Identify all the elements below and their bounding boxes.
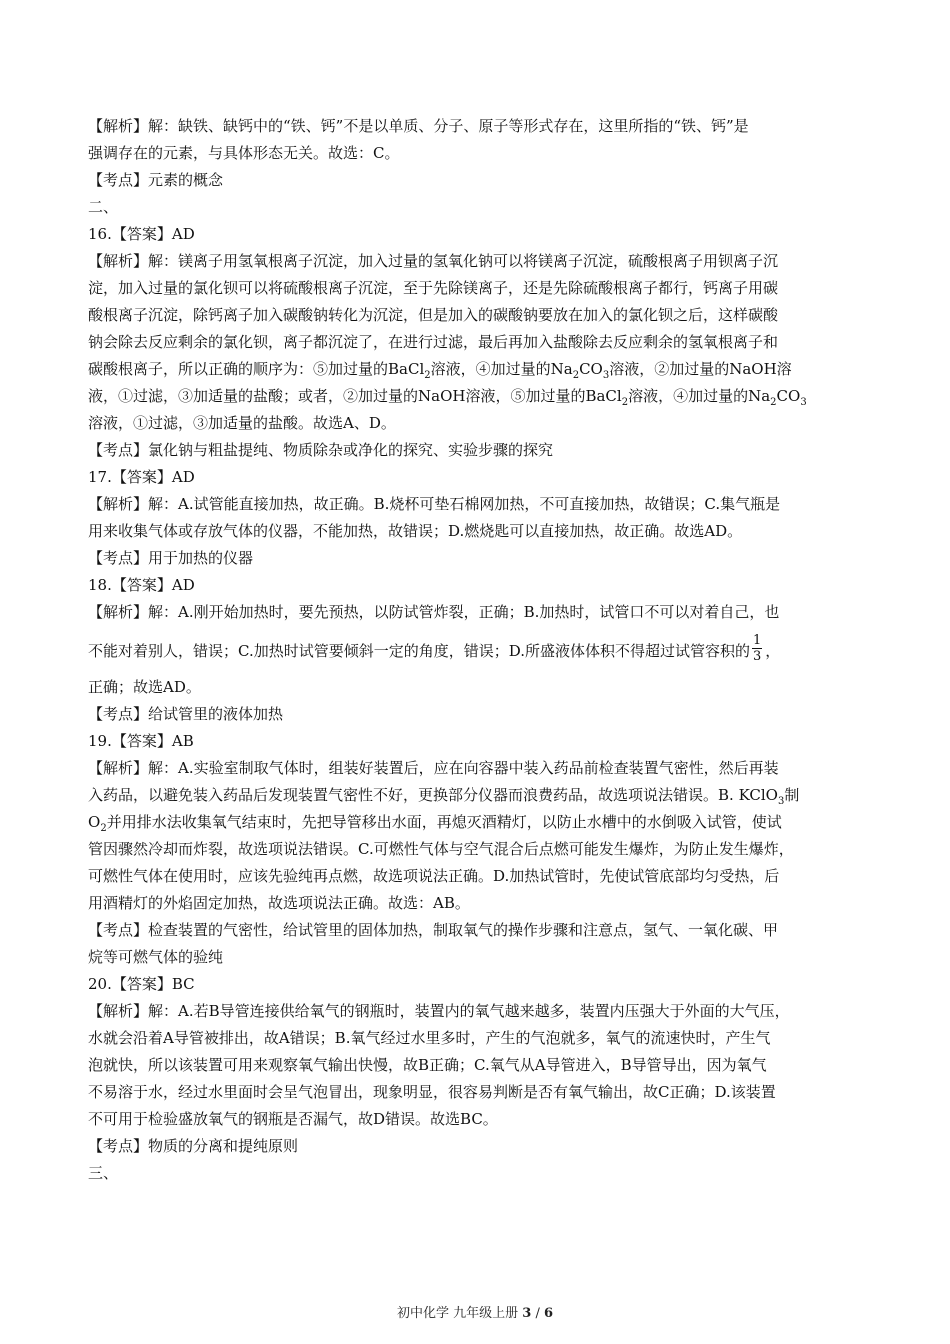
section-heading: 三、 bbox=[88, 1164, 119, 1182]
answer-heading: 18.【答案】AD bbox=[88, 576, 195, 594]
text-line: 用来收集气体或存放气体的仪器，不能加热，故错误；D.燃烧匙可以直接加热，故正确。故选AD。 bbox=[88, 522, 743, 540]
text-span: O bbox=[88, 813, 101, 831]
text-span: 并用排水法收集氧气结束时，先把导管移出水面，再熄灭酒精灯，以防止水槽中的水倒吸入试管，使试 bbox=[106, 813, 782, 831]
text-line: 溶液，①过滤，③加适量的盐酸。故选A、D。 bbox=[88, 414, 396, 432]
text-line: 【解析】解：A.若B导管连接供给氧气的钢瓶时，装置内的氧气越来越多，装置内压强大于外面的大气压， bbox=[88, 1002, 790, 1020]
subscript: 3 bbox=[602, 370, 610, 381]
text-line: 【解析】解：镁离子用氢氧根离子沉淀，加入过量的氢氧化钠可以将镁离子沉淀，硫酸根离子用钡离子沉 bbox=[88, 252, 779, 270]
text-span: CO bbox=[579, 360, 603, 378]
footer-page-number: 3 bbox=[522, 1306, 532, 1321]
text-line: 【考点】用于加热的仪器 bbox=[88, 549, 254, 567]
text-span: 液，①过滤，③加适量的盐酸；或者，②加过量的NaOH溶液，⑤加过量的BaCl bbox=[88, 387, 622, 405]
text-line: 可燃性气体在使用时，应该先验纯再点燃，故选项说法正确。D.加热试管时，先使试管底部均匀受热，后 bbox=[88, 867, 780, 885]
answer-heading: 17.【答案】AD bbox=[88, 468, 195, 486]
text-line bbox=[88, 626, 866, 674]
text-span: 制 bbox=[784, 786, 800, 804]
text-line: 【考点】物质的分离和提纯原则 bbox=[88, 1137, 299, 1155]
text-span: 溶液，②加过量的NaOH溶 bbox=[609, 360, 792, 378]
text-span: 溶液，④加过量的Na bbox=[430, 360, 573, 378]
text-line: 【解析】解：A.实验室制取气体时，组装好装置后，应在向容器中装入药品前检查装置气密性，然后再装 bbox=[88, 759, 779, 777]
text-line: 正确；故选AD。 bbox=[88, 678, 201, 696]
text-line: 烷等可燃气体的验纯 bbox=[88, 948, 224, 966]
text-line bbox=[88, 356, 866, 383]
text-line bbox=[88, 782, 866, 809]
page-footer bbox=[0, 1302, 950, 1321]
section-heading: 二、 bbox=[88, 198, 119, 216]
text-line: 泡就快，所以该装置可用来观察氧气输出快慢，故B正确；C.氧气从A导管进入，B导管导出，因为氧气 bbox=[88, 1056, 767, 1074]
subscript: 2 bbox=[621, 397, 629, 408]
text-span: 溶液，④加过量的Na bbox=[628, 387, 771, 405]
footer-separator: / bbox=[531, 1306, 544, 1321]
text-line bbox=[88, 383, 866, 410]
answer-heading: 16.【答案】AD bbox=[88, 225, 195, 243]
text-line: 【解析】解：缺铁、缺钙中的“铁、钙”不是以单质、分子、原子等形式存在，这里所指的“铁、钙”是 bbox=[88, 117, 749, 135]
text-line: 水就会沿着A导管被排出，故A错误；B.氧气经过水里多时，产生的气泡就多，氧气的流速快时，产生气 bbox=[88, 1029, 771, 1047]
subscript: 3 bbox=[800, 397, 807, 408]
text-line: 【解析】解：A.刚开始加热时，要先预热，以防试管炸裂，正确；B.加热时，试管口不可以对着自己，也 bbox=[88, 603, 780, 621]
text-line: 淀，加入过量的氯化钡可以将硫酸根离子沉淀，至于先除镁离子，还是先除硫酸根离子都行，钙离子用碳 bbox=[88, 279, 779, 297]
text-span: CO bbox=[776, 387, 801, 405]
answer-heading: 20.【答案】BC bbox=[88, 975, 195, 993]
text-line: 用酒精灯的外焰固定加热，故选项说法正确。故选：AB。 bbox=[88, 894, 470, 912]
subscript: 2 bbox=[770, 397, 777, 408]
text-line: 【考点】氯化钠与粗盐提纯、物质除杂或净化的探究、实验步骤的探究 bbox=[88, 441, 554, 459]
text-line: 【考点】给试管里的液体加热 bbox=[88, 705, 284, 723]
text-line: 不可用于检验盛放氧气的钢瓶是否漏气，故D错误。故选BC。 bbox=[88, 1110, 498, 1128]
answer-page bbox=[88, 113, 866, 1187]
footer-page-total: 6 bbox=[543, 1306, 554, 1321]
text-line bbox=[88, 809, 866, 836]
text-span: 入药品，以避免装入药品后发现装置气密性不好，更换部分仪器而浪费药品，故选项说法错误。B. KClO bbox=[88, 786, 778, 804]
text-line: 【考点】检查装置的气密性，给试管里的固体加热，制取氧气的操作步骤和注意点，氢气、一氧化碳、甲 bbox=[88, 921, 779, 939]
text-line: 强调存在的元素，与具体形态无关。故选：C。 bbox=[88, 144, 400, 162]
text-line: 管因骤然冷却而炸裂，故选项说法错误。C.可燃性气体与空气混合后点燃可能发生爆炸，为防止发生爆炸， bbox=[88, 840, 794, 858]
text-span: ， bbox=[765, 642, 781, 660]
subscript: 2 bbox=[100, 823, 107, 834]
subscript: 2 bbox=[572, 370, 580, 381]
text-span: 不能对着别人，错误；C.加热时试管要倾斜一定的角度，错误；D.所盛液体体积不得超过试管容积的 bbox=[88, 642, 750, 660]
subscript: 3 bbox=[777, 796, 785, 807]
text-line: 钠会除去反应剩余的氯化钡，离子都沉淀了，在进行过滤，最后再加入盐酸除去反应剩余的氢氧根离子和 bbox=[88, 333, 779, 351]
text-line: 不易溶于水，经过水里面时会呈气泡冒出，现象明显，很容易判断是否有氧气输出，故C正确；D.该装置 bbox=[88, 1083, 776, 1101]
footer-course: 初中化学 九年级上册 bbox=[396, 1306, 519, 1321]
answer-heading: 19.【答案】AB bbox=[88, 732, 194, 750]
text-line: 【解析】解：A.试管能直接加热，故正确。B.烧杯可垫石棉网加热，不可直接加热，故错误；C.集气瓶是 bbox=[88, 495, 781, 513]
text-line: 【考点】元素的概念 bbox=[88, 171, 224, 189]
fraction bbox=[752, 633, 762, 664]
subscript: 2 bbox=[424, 370, 431, 381]
fraction-numerator: 1 bbox=[752, 632, 762, 648]
text-line: 酸根离子沉淀，除钙离子加入碳酸钠转化为沉淀，但是加入的碳酸钠要放在加入的氯化钡之后，这样碳酸 bbox=[88, 306, 779, 324]
text-span: 碳酸根离子，所以正确的顺序为：⑤加过量的BaCl bbox=[88, 360, 425, 378]
fraction-denominator: 3 bbox=[752, 648, 762, 664]
